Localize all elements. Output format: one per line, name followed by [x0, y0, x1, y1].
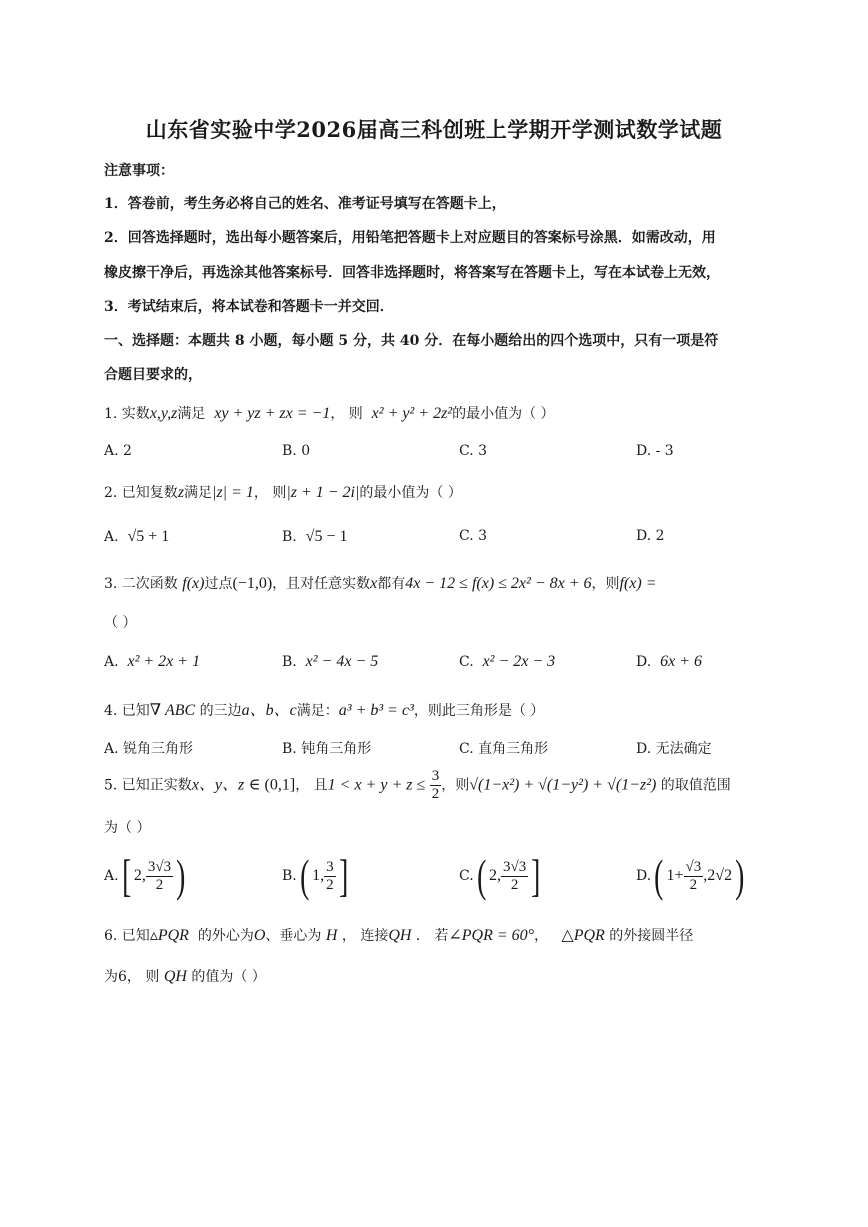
question-3 [104, 573, 657, 593]
q6-text-a: 的外心为 [197, 928, 254, 944]
q3-point: (−1,0) [232, 575, 273, 592]
q3-option-b-label: B. [282, 654, 297, 670]
q6-text-c: ， 连接 [341, 928, 389, 944]
q4-text-b: 满足： [296, 703, 339, 719]
q5-vars: x、y、z [191, 776, 245, 794]
q2-var: z [177, 484, 185, 501]
q5-option-a-fraction [146, 859, 173, 894]
q5-fraction-den: 2 [431, 786, 440, 802]
q1-option-b: B. 0 [282, 443, 311, 459]
q3-text-d: ，则 [591, 576, 620, 592]
q6-text-g: 为6， 则 [104, 969, 160, 985]
q5-option-b-label: B. [282, 868, 297, 884]
question-1 [104, 403, 555, 423]
q2-lead: 2. 已知复数 [104, 485, 178, 501]
q4-text-a: 的三边 [199, 703, 242, 719]
q2-option-a-label: A. [104, 529, 119, 545]
q5-option-c-den: 2 [510, 876, 519, 893]
q3-option-a-label: A. [104, 654, 119, 670]
q3-option-c [459, 653, 555, 671]
q5-option-a-den: 2 [155, 876, 164, 893]
q1-expression: x² + y² + 2z² [371, 405, 453, 422]
question-4 [104, 697, 544, 720]
q5-option-b-left-bracket: ( [299, 850, 310, 901]
q2-option-b-label: B. [282, 529, 297, 545]
q1-option-c: C. 3 [459, 443, 488, 459]
q6-segment-b: QH [163, 968, 187, 985]
q4-sides: a、b、c [241, 702, 297, 719]
q5-lead: 5. 已知正实数 [104, 777, 192, 794]
q3-option-a [104, 653, 200, 671]
q2-condition: |z| = 1 [212, 484, 254, 501]
q3-option-d-label: D. [636, 654, 652, 670]
q6-circumcenter: O [253, 927, 266, 944]
q5-option-a-left-bracket: [ [121, 850, 131, 901]
q5-expression: √(1−x²) + √(1−y²) + √(1−z²) [469, 776, 657, 794]
q6-orthocenter: H [325, 927, 338, 944]
q1-lead: 1. 实数 [104, 406, 150, 422]
q3-blank: （ ） [104, 615, 137, 631]
q3-option-d-value: 6x + 6 [660, 653, 702, 670]
q5-option-d-label: D. [636, 868, 652, 884]
q4-option-c: C. 直角三角形 [459, 741, 549, 757]
q3-function-a: f(x) [182, 575, 205, 592]
q3-option-c-label: C. [459, 654, 474, 670]
q5-option-c-left-bracket: ( [476, 850, 486, 901]
q2-option-b-value: √5 − 1 [305, 528, 348, 545]
q3-lead: 3. 二次函数 [104, 576, 178, 592]
q5-option-b-fraction [324, 859, 336, 894]
q1-option-d: D. - 3 [636, 443, 674, 459]
q5-option-d [636, 848, 747, 904]
q2-text-b: ， 则 [253, 485, 287, 501]
q6-triangle-b: △PQR [561, 927, 605, 944]
notice-heading: 注意事项： [104, 163, 174, 179]
q5-option-c-label: C. [459, 868, 474, 884]
q5-set: ∈ (0,1] [248, 776, 296, 794]
question-2 [104, 482, 462, 502]
q5-option-c-fraction [501, 859, 528, 894]
page-title: 山东省实验中学2026届高三科创班上学期开学测试数学试题 [145, 117, 723, 142]
q5-option-d-num: √3 [685, 858, 702, 875]
q1-condition: xy + yz + zx = −1 [214, 405, 331, 422]
q5-inequality: 1 < x + y + z ≤ [327, 776, 426, 794]
q4-lead: 4. 已知 [104, 703, 150, 719]
q5-option-c-right-bracket: ] [531, 850, 541, 901]
q1-option-a: A. 2 [104, 443, 132, 459]
q5-option-b-den: 2 [326, 876, 334, 893]
q5-option-b [282, 848, 351, 904]
q4-option-d: D. 无法确定 [636, 741, 712, 757]
q4-triangle: ∇ ABC [149, 702, 196, 719]
q5-text-a: ， 且 [295, 777, 328, 794]
question-6-line-2 [104, 966, 266, 986]
q5-option-d-den: 2 [689, 876, 698, 893]
q5-text-b: ，则 [441, 777, 470, 794]
question-6 [104, 925, 693, 945]
q6-triangle: ▵PQR [149, 927, 189, 944]
q3-inequality: 4x − 12 ≤ f(x) ≤ 2x² − 8x + 6 [405, 575, 592, 592]
section-heading-line-2: 合题目要求的， [104, 367, 202, 383]
q5-option-d-value-a: 1+ [666, 867, 684, 884]
q4-condition: a³ + b³ = c³ [338, 702, 414, 719]
q1-vars: x,y,z [149, 405, 178, 422]
section-heading-line-1: 一、选择题：本题共 8 小题，每小题 5 分，共 40 分．在每小题给出的四个选项中，只有一项是符 [104, 333, 719, 349]
q2-option-b [282, 528, 347, 546]
q3-option-b-value: x² − 4x − 5 [305, 653, 379, 670]
q6-text-f: 的外接圆半径 [609, 928, 694, 944]
q3-option-c-value: x² − 2x − 3 [482, 653, 556, 670]
q5-option-c-num: 3√3 [503, 858, 527, 875]
q2-option-a [104, 528, 169, 546]
q1-text-b: ， 则 [330, 406, 363, 422]
question-5 [104, 768, 731, 803]
q5-option-a [104, 848, 188, 904]
q5-option-d-right-bracket: ) [735, 850, 745, 901]
q5-option-b-value: 1, [312, 867, 325, 884]
q6-text-d: ． 若 [415, 928, 449, 944]
q2-text-a: 满足 [184, 485, 213, 501]
q3-var: x [370, 575, 378, 592]
q5-option-d-fraction [684, 859, 704, 894]
notice-line-4: 3．考试结束后，将本试卷和答题卡一并交回． [104, 299, 394, 315]
q3-option-d [636, 653, 702, 671]
q2-option-d: D. 2 [636, 528, 665, 544]
q6-angle: ∠PQR = 60° [448, 927, 535, 944]
q6-text-h: 的值为（ ） [191, 969, 266, 985]
q4-option-a: A. 锐角三角形 [104, 741, 194, 757]
q4-text-c: ，则此三角形是（ ） [413, 703, 545, 719]
notice-line-2: 2．回答选择题时，选出每小题答案后，用铅笔把答题卡上对应题目的答案标号涂黑．如需改动，用 [104, 230, 716, 246]
q5-option-c-value: 2, [489, 867, 501, 884]
q2-expression: |z + 1 − 2i| [286, 484, 360, 501]
notice-line-3: 橡皮擦干净后，再选涂其他答案标号．回答非选择题时，将答案写在答题卡上，写在本试卷上无效， [104, 265, 720, 281]
q2-option-a-value: √5 + 1 [127, 528, 170, 545]
q6-segment: QH [388, 927, 412, 944]
q5-text-c: 的取值范围 [660, 777, 731, 794]
q2-text-c: 的最小值为（ ） [359, 485, 462, 501]
q5-option-d-value-b: ,2√2 [703, 867, 733, 884]
q3-option-b [282, 653, 378, 671]
q5-option-a-right-bracket: ) [176, 850, 186, 901]
q1-text-a: 满足 [177, 406, 206, 422]
q5-tail: 为（ ） [104, 820, 151, 836]
q3-option-a-value: x² + 2x + 1 [127, 653, 201, 670]
q5-fraction-num: 3 [431, 768, 440, 784]
q5-fraction [430, 768, 442, 803]
q5-option-b-num: 3 [326, 858, 334, 875]
q3-text-a: 过点 [204, 576, 233, 592]
q5-option-a-num: 3√3 [147, 858, 172, 875]
q6-text-b: 、垂心为 [265, 928, 322, 944]
q5-option-d-left-bracket: ( [654, 850, 664, 901]
q3-text-c: 都有 [377, 576, 406, 592]
q5-option-a-label: A. [104, 868, 119, 884]
q5-option-c [459, 848, 544, 904]
q3-text-b: ，且对任意实数 [272, 576, 371, 592]
q6-text-e: ， [534, 928, 549, 944]
q5-option-a-value: 2, [133, 867, 146, 884]
q5-option-b-right-bracket: ] [338, 850, 348, 901]
q6-lead: 6. 已知 [104, 928, 150, 944]
q1-text-c: 的最小值为（ ） [452, 406, 555, 422]
q2-option-c: C. 3 [459, 528, 488, 544]
notice-line-1: 1．答卷前，考生务必将自己的姓名、准考证号填写在答题卡上， [104, 196, 506, 212]
q3-function-b: f(x) = [619, 575, 657, 592]
q4-option-b: B. 钝角三角形 [282, 741, 372, 757]
